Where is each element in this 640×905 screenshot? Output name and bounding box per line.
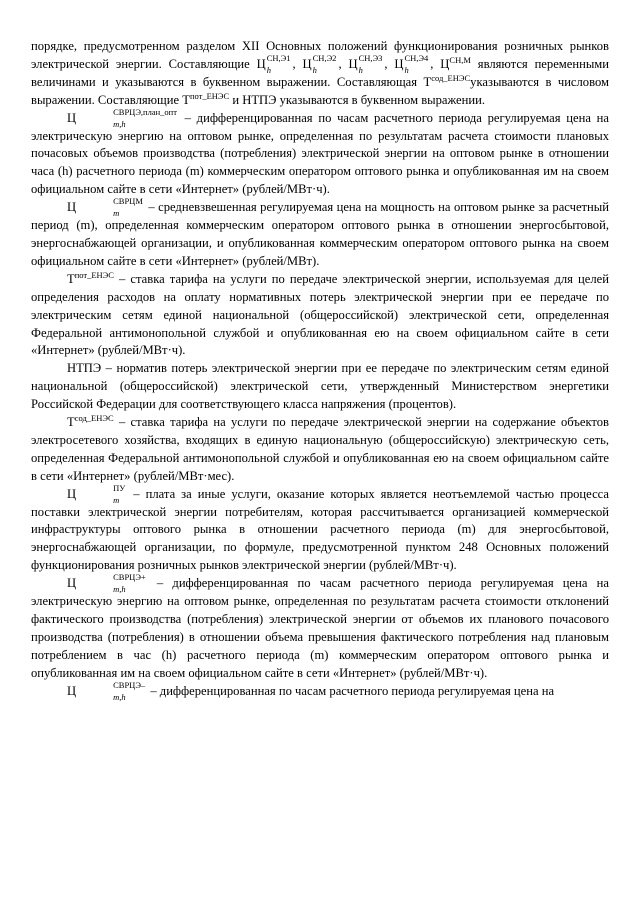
symbol-c-sn-e3: Ц СН,Э3 h xyxy=(348,53,383,76)
definition-text: – средневзвешенная регулируемая цена на мощность на оптовом рынке за расчетный период (m), определенная коммерческим оператором оптового рынка в отношении энергосбытовой, энергоснабжающей организации, и опубликованная коммерческим оператором оптового рынка на своем официальном сайте в сети «Интернет» (рублей/МВт). xyxy=(31,200,609,268)
definition-paragraph xyxy=(31,414,609,486)
definition-paragraph xyxy=(31,679,609,702)
definition-symbol: $Т^{сод\_ЕНЭС}$ xyxy=(67,413,114,430)
definition-paragraph xyxy=(31,196,609,271)
definition-symbol: Ц ПУ m xyxy=(67,482,126,505)
symbol-c-sn-e1: Ц СН,Э1 h xyxy=(256,53,291,76)
definition-symbol: НТПЭ xyxy=(67,361,102,376)
definition-paragraph xyxy=(31,482,609,576)
definition-text: – ставка тарифа на услуги по передаче электрической энергии на содержание объектов электросетевого хозяйства, входящих в единую национальную (общероссийскую) электрическую сеть, определенная Федеральной антимонопольной службой и опубликованная ею на своем официальном сайте в сети «Интернет» (рублей/МВт·мес). xyxy=(31,415,609,483)
definition-paragraph xyxy=(31,106,609,200)
definition-text: – дифференцированная по часам расчетного периода регулируемая цена на электрическую энергию на оптовом рынке, определенная по результатам расчета стоимости плановых почасовых объемов производства (потребления) электрической энергии на оптовом рынке в отношении часа (h) расчетного периода (m) коммерческим оператором оптового рынка и опубликованная им на своем официальном сайте в сети «Интернет» (рублей/МВт·ч). xyxy=(31,110,609,197)
definition-text: – плата за иные услуги, оказание которых является неотъемлемой частью процесса поставки электрической энергии потребителям, которая рассчитывается организацией коммерческой инфраструктуры оптового рынка в отношении расчетного периода (m) для энергосбытовой, энергоснабжающей организации, по формуле, предусмотренной пунктом 248 Основных положений функционирования розничных рынков электрической энергии (рублей/МВт·ч). xyxy=(31,486,609,573)
intro-paragraph: порядке, предусмотренном разделом XII Основных положений функционирования розничных рынков электрической энергии. Составляющие Ц СН,Э1 h , Ц СН,Э2 h , Ц СН,Э3 h , Ц СН,Э4 h , $Ц^{СН,М}$ являются переменными величинами и указываются в буквенном выражении. Составляющая $Т^{сод\_ЕНЭС}указываются$ в числовом выражении. Составляющие $Т^{пот\_ЕНЭС}$ и НТПЭ указываются в буквенном выражении. xyxy=(31,39,609,107)
definition-symbol: $Т^{пот\_ЕНЭС}$ xyxy=(67,269,114,286)
symbol-t-pot-enes: $Т^{пот\_ЕНЭС}$ xyxy=(182,90,230,107)
definition-paragraph xyxy=(31,572,609,682)
definition-paragraph xyxy=(31,360,609,414)
definition-symbol: Ц СВРЦМ m xyxy=(67,196,143,219)
intro-text-4: и НТПЭ указываются в буквенном выражении. xyxy=(229,92,485,107)
symbol-t-sod-enes: $Т^{сод\_ЕНЭС}$ xyxy=(423,72,471,89)
definition-symbol: Ц СВРЦЭ,план_опт m,h xyxy=(67,106,177,129)
symbol-c-sn-m: $Ц^{СН,М}$ xyxy=(440,54,471,71)
symbol-c-sn-e4: Ц СН,Э4 h xyxy=(394,53,429,76)
definition-text: – ставка тарифа на услуги по передаче электрической энергии, используемая для целей определения расходов на оплату нормативных потерь электрической энергии при ее передаче по электрическим сетям единой национальной (общероссийской) электрической сети, определенная Федеральной антимонопольной службой и опубликованная ею на своем официальном сайте в сети «Интернет» (рублей/МВт·ч). xyxy=(31,271,609,358)
intro-text-1: порядке, предусмотренном разделом XII Основных положений функционирования розничных рынков электрической энергии. Составляющие xyxy=(31,39,609,71)
definition-text: – дифференцированная по часам расчетного периода регулируемая цена на электрическую энергию на оптовом рынке, определенная по результатам расчета стоимости отклонений фактического производства (потребления) электрической энергии от объемов их планового почасового производства (потребления) в отношении объема превышения фактического потребления над плановым потреблением в час (h) расчетного периода (m) коммерческим оператором оптового рынка и опубликованная им на своем официальном сайте в сети «Интернет» (рублей/МВт·ч). xyxy=(31,576,609,680)
definition-symbol: Ц СВРЦЭ+ m,h xyxy=(67,572,146,595)
intro-text-2: являются переменными величинами и указываются в буквенном выражении. Составляющая xyxy=(31,56,609,89)
symbol-c-sn-e2: Ц СН,Э2 h xyxy=(302,53,337,76)
definition-paragraph xyxy=(31,271,609,361)
definition-symbol: Ц СВРЦЭ– m,h xyxy=(67,679,146,702)
definition-text: – норматив потерь электрической энергии при ее передаче по электрическим сетям единой национальной (общероссийской) электрической сети, утвержденный Министерством энергетики Российской Федерации для соответствующего класса напряжения (процентов). xyxy=(31,361,609,412)
definition-text: – дифференцированная по часам расчетного периода регулируемая цена на xyxy=(147,683,555,698)
intro-text-3: указываются в числовом выражении. Составляющие xyxy=(31,74,609,107)
